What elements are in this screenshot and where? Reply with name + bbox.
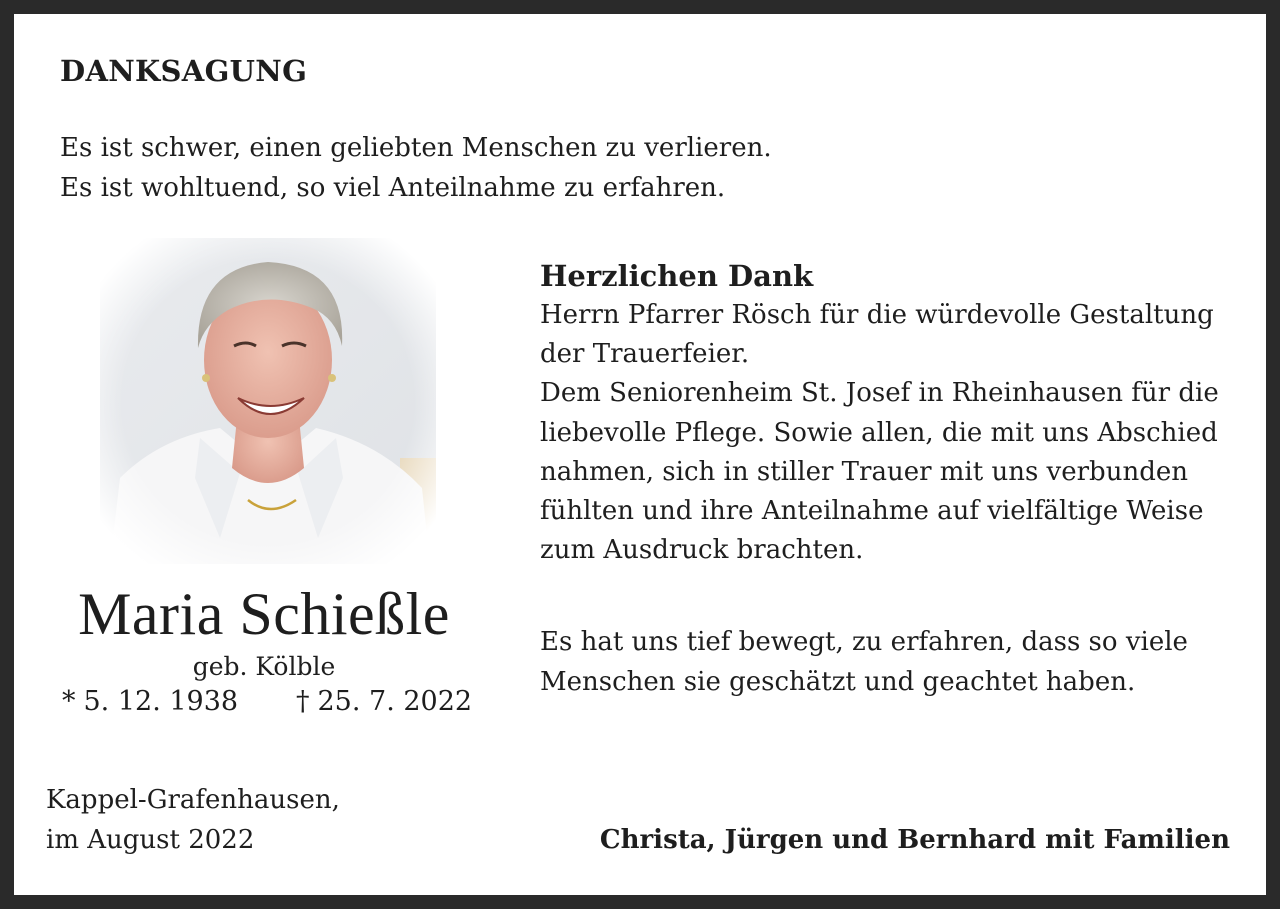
family-signature: Christa, Jürgen und Bernhard mit Familien [599, 825, 1230, 855]
place-line: Kappel-Grafenhausen, [46, 785, 340, 815]
thanks-paragraph [540, 296, 1240, 570]
birth-name: geb. Kölble [192, 652, 336, 681]
obituary-card [14, 14, 1266, 895]
place-and-date [46, 780, 340, 860]
death-date [296, 686, 472, 717]
deceased-name: Maria Schießle [78, 581, 450, 647]
thanks-line: nahmen, sich in stiller Trauer mit uns verbunden [540, 456, 1188, 487]
closing-line: Es hat uns tief bewegt, zu erfahren, dass so viele [540, 627, 1188, 657]
closing-line: Menschen sie geschätzt und geachtet haben. [540, 667, 1136, 697]
thanks-line: der Trauerfeier. [540, 339, 750, 370]
intro-text [60, 128, 772, 208]
thanks-title: Herzlichen Dank [540, 259, 814, 293]
portrait-photo [100, 238, 436, 564]
intro-line: Es ist schwer, einen geliebten Menschen zu verlieren. [60, 133, 772, 163]
birth-date [62, 686, 238, 717]
intro-line: Es ist wohltuend, so viel Anteilnahme zu erfahren. [60, 173, 726, 203]
date-line: im August 2022 [46, 825, 255, 855]
thanks-line: Herrn Pfarrer Rösch für die würdevolle Gestaltung [540, 300, 1214, 330]
thanks-section [540, 256, 1240, 570]
cross-symbol: † [296, 686, 310, 717]
closing-paragraph [540, 622, 1188, 702]
thanks-line: zum Ausdruck brachten. [540, 535, 864, 566]
birth-date-value: 5. 12. 1938 [83, 686, 239, 717]
notice-heading: DANKSAGUNG [60, 54, 308, 88]
thanks-line: Dem Seniorenheim St. Josef in Rheinhausen für die [540, 378, 1219, 409]
star-symbol: * [62, 686, 76, 717]
thanks-line: fühlten und ihre Anteilnahme auf vielfältige Weise [540, 496, 1204, 527]
thanks-line: liebevolle Pflege. Sowie allen, die mit uns Abschied [540, 417, 1218, 448]
death-date-value: 25. 7. 2022 [317, 686, 473, 717]
